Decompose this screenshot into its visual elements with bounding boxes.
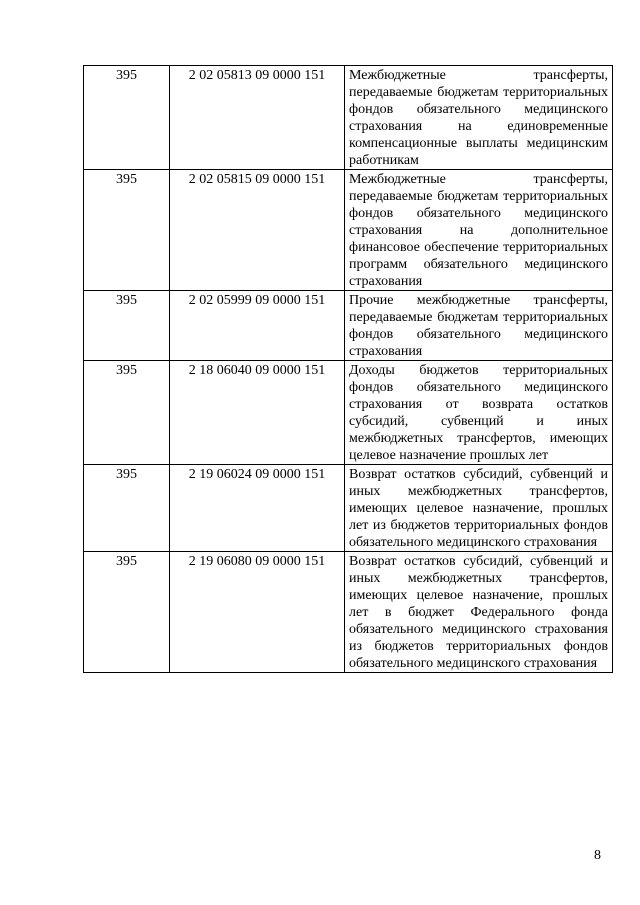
budget-code-cell: 2 18 06040 09 0000 151 [170, 361, 345, 465]
admin-code-cell: 395 [84, 291, 170, 361]
income-name-cell: Межбюджетные трансферты, передаваемые бюджетам территориальных фондов обязательного медицинского страхования на дополнительное финансовое обеспечение территориальных программ обязательного медицинского страхования [345, 170, 613, 291]
table-row [84, 361, 613, 465]
table-row [84, 465, 613, 552]
budget-codes-table [83, 65, 613, 673]
page-number: 8 [594, 848, 601, 863]
budget-code-cell: 2 19 06080 09 0000 151 [170, 552, 345, 673]
income-name-cell: Возврат остатков субсидий, субвенций и иных межбюджетных трансфертов, имеющих целевое назначение, прошлых лет в бюджет Федерального фонда обязательного медицинского страхования из бюджетов территориальных фондов обязательного медицинского страхования [345, 552, 613, 673]
table-row [84, 552, 613, 673]
table-row [84, 66, 613, 170]
admin-code-cell: 395 [84, 66, 170, 170]
income-name-cell: Возврат остатков субсидий, субвенций и иных межбюджетных трансфертов, имеющих целевое назначение, прошлых лет из бюджетов территориальных фондов обязательного медицинского страхования [345, 465, 613, 552]
budget-code-cell: 2 02 05815 09 0000 151 [170, 170, 345, 291]
admin-code-cell: 395 [84, 361, 170, 465]
budget-code-cell: 2 19 06024 09 0000 151 [170, 465, 345, 552]
table-row [84, 291, 613, 361]
budget-code-cell: 2 02 05999 09 0000 151 [170, 291, 345, 361]
admin-code-cell: 395 [84, 552, 170, 673]
income-name-cell: Межбюджетные трансферты, передаваемые бюджетам территориальных фондов обязательного медицинского страхования на единовременные компенсационные выплаты медицинским работникам [345, 66, 613, 170]
table-row [84, 170, 613, 291]
income-name-cell: Прочие межбюджетные трансферты, передаваемые бюджетам территориальных фондов обязательного медицинского страхования [345, 291, 613, 361]
budget-code-cell: 2 02 05813 09 0000 151 [170, 66, 345, 170]
income-name-cell: Доходы бюджетов территориальных фондов обязательного медицинского страхования от возврата остатков субсидий, субвенций и иных межбюджетных трансфертов, имеющих целевое назначение прошлых лет [345, 361, 613, 465]
admin-code-cell: 395 [84, 465, 170, 552]
admin-code-cell: 395 [84, 170, 170, 291]
